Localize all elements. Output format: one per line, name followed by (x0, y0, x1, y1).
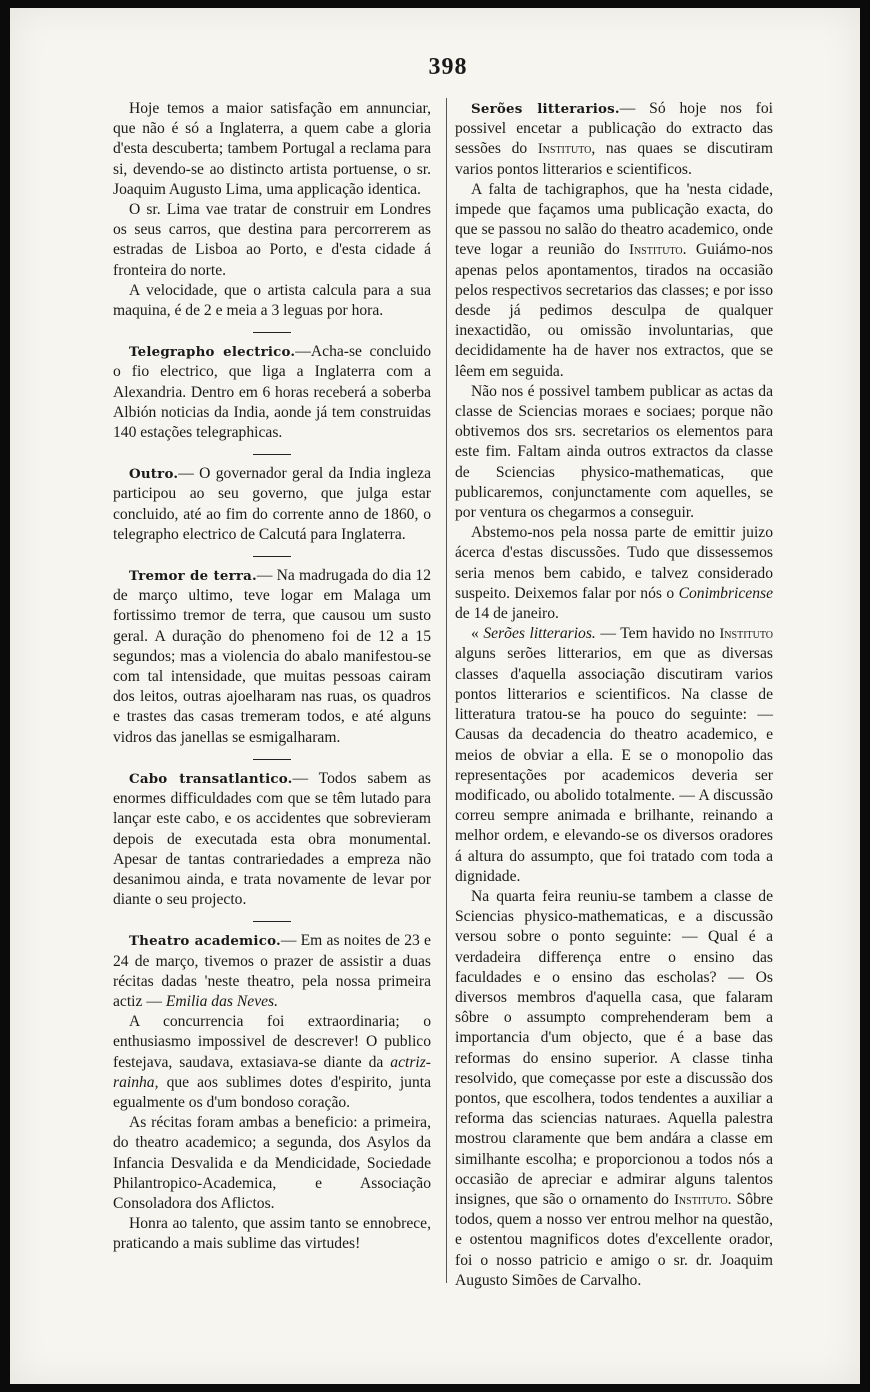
article-body: — Na madrugada do dia 12 de março ultimo, teve logar em Malaga um fortissimo tremor de terra, que causou um susto geral. A duração do phenomeno foi de 12 a 15 segundos; mas a violencia do abalo manifestou-se com tal intensidade, que muitas pessoas cairam dos leitos, outras ajoelharam nas ruas, os quadros e trastes das casas tremeram todos, e até alguns vidros das janellas se esmigalharam. (113, 567, 432, 746)
section-rule (253, 332, 291, 333)
article-body: — O governador geral da India ingleza participou ao seu governo, que julga estar concluido, até ao fim do corrente anno de 1860, o telegrapho electrico de Calcutá para Inglaterra. (113, 465, 431, 543)
intro-paragraph: Hoje temos a maior satisfação em annunciar, que não é só a Inglaterra, a quem cabe a gloria d'esta descuberta; tambem Portugal a reclama para si, devendo-se ao distincto artista portuense, o sr. Joaquim Augusto Lima, uma applicação identica. (113, 100, 431, 198)
quote-title: Serões litterarios. (483, 625, 596, 643)
article-body: — Em as noites de 23 e 24 de março, tivemos o prazer de assistir a duas récitas dadas 'neste theatro, pela nossa primeira actiz — (113, 932, 431, 1010)
institution-name: Instituto (674, 1191, 728, 1208)
text-run: — Tem havido no (595, 625, 720, 643)
article-cabo (113, 769, 431, 910)
text-run: alguns serões litterarios, em que as diversas classes d'aquella associação discutiram varios pontos litterarios e scientificos. Na classe de litteratura tratou-se ha pouco do seguinte: — Causas da decadencia do theatro academico, e meios de obviar a ella. E se o monopolio das representações por academicos deveria ser modificado, ou abolido totalmente. — A discussão correu sempre animada e brilhante, reinando a melhor ordem, e elevando-se os diversos oradores á altura do assumpto, que foi tratado com toda a dignidade. (455, 645, 773, 885)
intro-paragraph: O sr. Lima vae tratar de construir em Londres os seus carros, que destina para percorrerem as estradas de Lisboa ao Porto, e d'esta cidade á fronteira do norte. (113, 201, 431, 279)
article-paragraph (455, 180, 773, 382)
article-paragraph (455, 523, 773, 624)
article-telegrapho (113, 342, 431, 443)
text-run: A falta de tachigraphos, que ha 'nesta cidade, impede que façamos uma publicação exacta, do que se passou no salão do theatro academico, onde teve logar a reunião do (455, 180, 773, 259)
text-run: A concurrencia foi extraordinaria; o enthusiasmo impossivel de descrever! O publico festejava, saudava, extasiava-se diante da (113, 1013, 431, 1071)
left-column (113, 99, 431, 1255)
section-rule (253, 759, 291, 760)
intro-paragraph: A velocidade, que o artista calcula para a sua maquina, é de 2 e meia a 3 leguas por hora. (113, 281, 431, 320)
article-paragraph: Não nos é possivel tambem publicar as actas da classe de Sciencias moraes e sociaes; porque não obtivemos dos srs. secretarios os elementos para este fim. Faltam ainda outros extractos da classe de Sciencias physico-mathematicas, que publicaremos, conjunctamente com aquelles, se por ventura os chegarmos a conseguir. (455, 382, 773, 522)
text-run: Na quarta feira reuniu-se tambem a classe de Sciencias physico-mathematicas, e a discussão versou sobre o ponto seguinte: — Qual é a verdadeira differença entre o ensino das faculdades e o ensino das escholas? — Os diversos membros d'aquella casa, que falaram sôbre o assumpto comprehenderam bem a importancia d'um objecto, que é a base das reformas do ensino superior. A classe tinha resolvido, que começasse por este a discussão dos pontos, que escolhera, todos tendentes a auxiliar a reforma das sciencias naturaes. Aquella palestra mostrou claramente que bem andára a classe em similhante escolha; e proporcionou a todos nós a occasião de apreciar e admirar alguns talentos insignes, que são o ornamento do (455, 887, 773, 1208)
column-divider (446, 98, 447, 1283)
text-run: que aos sublimes dotes d'espirito, junta egualmente os d'um bondoso coração. (113, 1073, 431, 1111)
quote-mark: « (471, 625, 484, 643)
article-heading: Theatro academico. (129, 933, 281, 950)
newspaper-title: Conimbricense (678, 584, 773, 602)
newspaper-page (10, 8, 860, 1384)
text-run: , nas quaes se discutiram varios pontos litterarios e scientificos. (455, 140, 773, 178)
text-run: de 14 de janeiro. (455, 605, 559, 623)
article-paragraph (113, 1012, 431, 1113)
article-tremor (113, 566, 431, 748)
article-paragraph: As récitas foram ambas a beneficio: a primeira, do theatro academico; a segunda, dos Asylos da Infancia Desvalida e da Mendicidade, Sociedade Philantropico-Academica, e Associação Consoladora dos Aflictos. (113, 1114, 431, 1212)
article-body: — Todos sabem as enormes difficuldades com que se têm lutado para lançar este cabo, e os accidentes que sobrevieram depois de executada esta obra monumental. Apesar de tantas contrariedades a empreza não desanimou ainda, e trata novamente de levar por diante o seu projecto. (113, 769, 431, 909)
institution-name: Instituto (629, 242, 683, 259)
text-run: . Sôbre todos, quem a nosso ver entrou melhor na questão, e ostentou magnificos dotes d'excellente orador, foi o nosso patricio e amigo o sr. dr. Joaquim Augusto Simões de Carvalho. (455, 1190, 774, 1289)
section-rule (253, 556, 291, 557)
article-theatro (113, 931, 431, 1012)
right-column (455, 99, 773, 1291)
article-paragraph: Honra ao talento, que assim tanto se ennobrece, praticando a mais sublime das virtudes! (113, 1215, 431, 1253)
page-number: 398 (428, 54, 468, 80)
institution-name: Instituto (719, 626, 773, 643)
text-run: — Só hoje nos foi possivel encetar a publicação do extracto das sessões do (455, 100, 773, 158)
emphasis: actriz-rainha, (113, 1053, 431, 1091)
section-rule (253, 921, 291, 922)
text-run: Abstemo-nos pela nossa parte de emittir juizo ácerca d'estas discussões. Tudo que dissessemos seria menos bem cabido, e talvez considerado suspeito. Deixemos falar por nós o (455, 524, 773, 602)
article-heading: Serões litterarios. (471, 101, 620, 117)
article-heading: Telegrapho electrico. (129, 344, 296, 361)
article-outro (113, 464, 431, 545)
quoted-article (455, 624, 773, 887)
article-seroes (455, 99, 773, 180)
article-body: —Acha-se concluido o fio electrico, que liga a Inglaterra com a Alexandria. Dentro em 6 horas receberá a soberba Albión noticias da India, aonde já tem construidas 140 estações telegraphicas. (113, 343, 431, 442)
section-rule (253, 454, 291, 455)
actress-name: Emilia das Neves. (165, 992, 278, 1010)
text-run: . Guiámo-nos apenas pelos apontamentos, tirados na occasião pelos respectivos secretarios das classes; e por isso desde já pedimos desculpa de qualquer inexactidão, ou omissão involuntarias, que decididamente ha de haver nos extractos, que se lêem em seguida. (455, 241, 773, 380)
article-paragraph (455, 887, 773, 1291)
article-heading: Outro. (129, 466, 179, 483)
article-heading: Tremor de terra. (129, 568, 257, 585)
article-heading: Cabo transatlantico. (129, 770, 293, 787)
institution-name: Instituto (537, 141, 592, 158)
